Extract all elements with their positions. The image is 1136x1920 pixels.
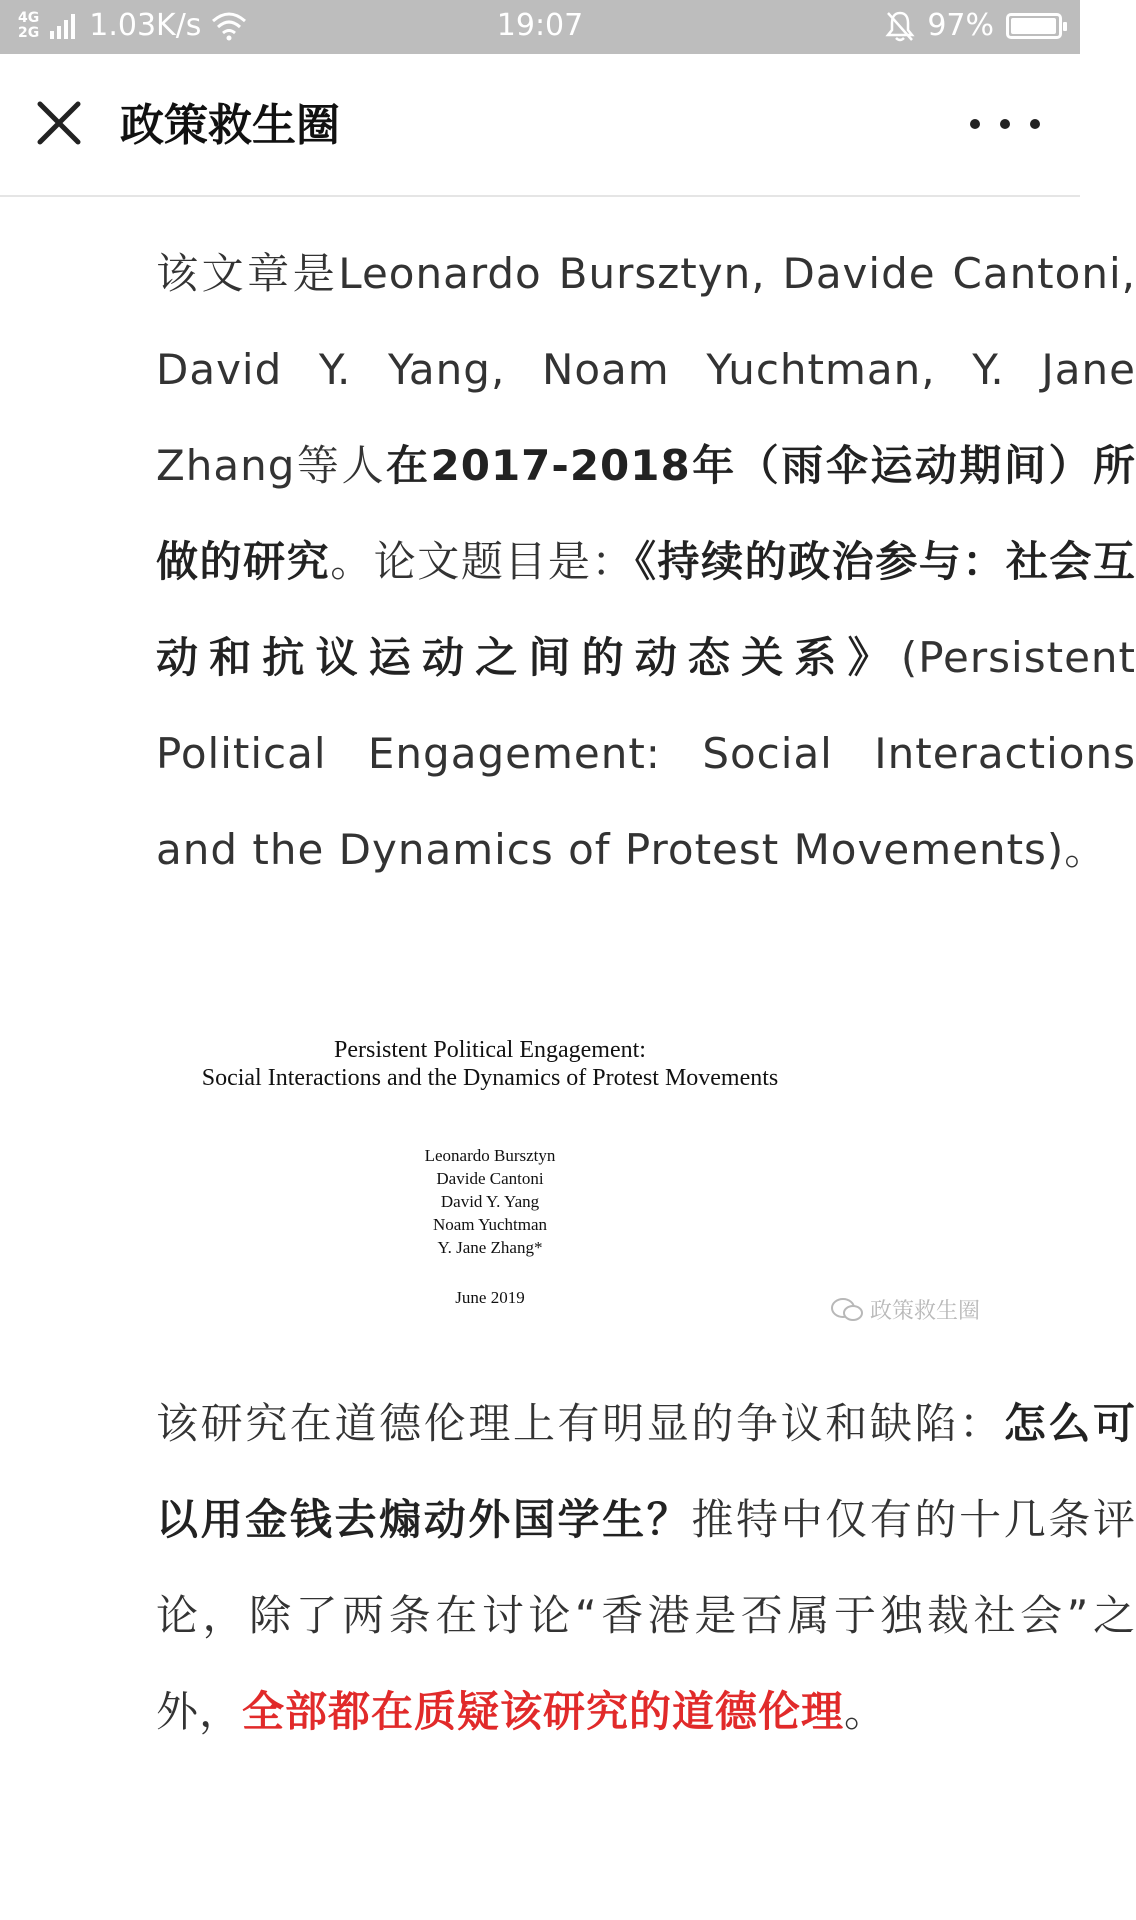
- paper-image-title-line: Social Interactions and the Dynamics of Protest Movements: [201, 1065, 779, 1091]
- paper-title-english: (Persistent Political Engagement: Social Interactions and the Dynamics of Protest Movements)。: [156, 633, 1136, 874]
- app-header: [0, 54, 1080, 197]
- bell-muted-icon: [885, 10, 915, 42]
- network-speed: 1.03K/s: [89, 8, 202, 43]
- network-4g: 4G: [18, 9, 40, 26]
- paper-image-title: [150, 1036, 830, 1092]
- paragraph-text: 该文章是Leonardo Bursztyn, Davide Cantoni, David Y. Yang, Noam Yuchtman, Y. Jane Zhang等人: [156, 249, 1136, 490]
- paper-title-chinese: 《持续的政治参与：社会互动和抗议运动之间的动态关系》: [156, 537, 1136, 682]
- paragraph-bold-text: 在2017-2018年（雨伞运动期间）所做的研究: [156, 441, 1136, 586]
- page-title: 政策救生圈: [120, 100, 340, 151]
- paper-author: Noam Yuchtman: [432, 1215, 548, 1234]
- status-time: 19:07: [496, 8, 584, 43]
- paragraph-bold-text: 怎么可以用金钱去煽动外国学生？: [156, 1399, 1136, 1544]
- paper-author: Leonardo Bursztyn: [424, 1146, 556, 1165]
- more-dot-icon: [970, 119, 980, 129]
- close-icon[interactable]: [30, 94, 90, 154]
- battery-percent: 97%: [927, 8, 994, 43]
- article-paragraph-1: [48, 226, 1136, 898]
- paper-image-authors: [150, 1144, 830, 1259]
- paragraph-highlight-text: 全部都在质疑该研究的道德伦理: [242, 1687, 845, 1736]
- paper-image-title-line: Persistent Political Engagement:: [334, 1037, 646, 1063]
- paper-author: Y. Jane Zhang*: [437, 1238, 543, 1257]
- article-paragraph-2: [48, 1376, 1136, 1760]
- paragraph-text: 。: [844, 1687, 888, 1736]
- watermark: [830, 1294, 980, 1325]
- paper-image-date: June 2019: [455, 1288, 525, 1307]
- network-2g: 2G: [18, 24, 40, 41]
- more-dot-icon: [1030, 119, 1040, 129]
- more-options-button[interactable]: [970, 94, 1040, 154]
- status-right: [885, 8, 1062, 43]
- paragraph-text: 推特中仅有的十几条评论，除了两条在讨论“香港是否属于独裁社会”之外，: [156, 1495, 1136, 1736]
- paragraph-text: 该研究在道德伦理上有明显的争议和缺陷：: [156, 1399, 1004, 1448]
- watermark-text: 政策救生圈: [870, 1299, 981, 1324]
- battery-icon: [1006, 13, 1062, 39]
- paper-author: Davide Cantoni: [436, 1169, 544, 1188]
- more-dot-icon: [1000, 119, 1010, 129]
- wechat-icon: [830, 1297, 864, 1323]
- paper-author: David Y. Yang: [440, 1192, 540, 1211]
- paper-title-image: [150, 1036, 1010, 1336]
- battery-fill: [1011, 18, 1056, 34]
- paragraph-text: 。论文题目是：: [330, 537, 635, 586]
- status-bar: [0, 0, 1080, 54]
